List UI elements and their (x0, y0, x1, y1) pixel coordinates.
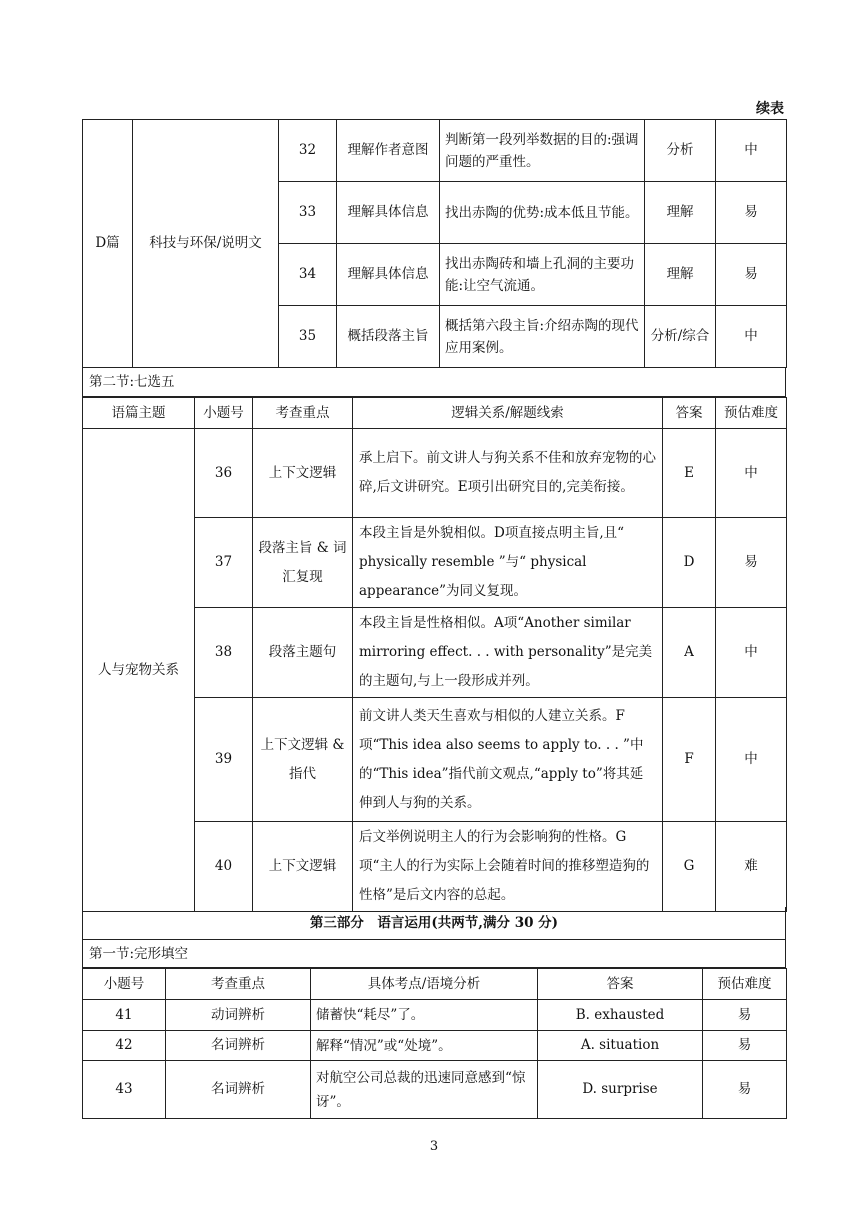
column-header: 小题号 (195, 398, 253, 429)
passage-label: D篇 (83, 120, 133, 368)
answer: G (663, 822, 716, 912)
answer: A. situation (538, 1031, 703, 1061)
table-header-row (83, 398, 787, 429)
question-focus: 理解具体信息 (337, 244, 440, 306)
question-skill: 理解 (645, 244, 716, 306)
question-difficulty: 易 (703, 1031, 787, 1061)
column-header: 语篇主题 (83, 398, 195, 429)
solution-clue: 承上启下。前文讲人与狗关系不佳和放弃宠物的心碎,后文讲研究。E项引出研究目的,完美衔接。 (353, 429, 663, 518)
question-skill: 理解 (645, 182, 716, 244)
question-number: 34 (279, 244, 337, 306)
question-difficulty: 易 (703, 1000, 787, 1031)
question-focus: 上下文逻辑 (253, 822, 353, 912)
column-header: 预估难度 (703, 969, 787, 1000)
solution-clue: 本段主旨是外貌相似。D项直接点明主旨,且“ physically resemble ”与“ physical appearance”为同义复现。 (353, 518, 663, 608)
question-number: 42 (83, 1031, 166, 1061)
context-analysis: 解释“情况”或“处境”。 (311, 1031, 538, 1061)
solution-clue: 后文举例说明主人的行为会影响狗的性格。G项“主人的行为实际上会随着时间的推移塑造狗的性格”是后文内容的总起。 (353, 822, 663, 912)
question-skill: 分析 (645, 120, 716, 182)
question-skill: 分析/综合 (645, 306, 716, 368)
table-row (83, 1000, 787, 1031)
passage-d-table (82, 119, 787, 368)
column-header: 具体考点/语境分析 (311, 969, 538, 1000)
question-number: 37 (195, 518, 253, 608)
question-difficulty: 易 (716, 518, 787, 608)
question-number: 35 (279, 306, 337, 368)
solution-clue: 前文讲人类天生喜欢与相似的人建立关系。F项“This idea also seems to apply to. . . ”中的“This idea”指代前文观点,“apply to”将其延伸到人与狗的关系。 (353, 698, 663, 822)
question-number: 41 (83, 1000, 166, 1031)
question-number: 33 (279, 182, 337, 244)
question-focus: 动词辨析 (166, 1000, 311, 1031)
question-focus: 理解具体信息 (337, 182, 440, 244)
seven-choose-five-table (82, 397, 787, 912)
question-number: 39 (195, 698, 253, 822)
context-analysis: 储蓄快“耗尽”了。 (311, 1000, 538, 1031)
question-focus: 段落主题句 (253, 608, 353, 698)
table-row (83, 429, 787, 518)
question-difficulty: 中 (716, 608, 787, 698)
solution-clue: 本段主旨是性格相似。A项“Another similar mirroring effect. . . with personality”是完美的主题句,与上一段形成并列。 (353, 608, 663, 698)
question-difficulty: 中 (716, 698, 787, 822)
question-difficulty: 易 (703, 1061, 787, 1119)
question-focus: 名词辨析 (166, 1061, 311, 1119)
question-number: 38 (195, 608, 253, 698)
answer: B. exhausted (538, 1000, 703, 1031)
answer: F (663, 698, 716, 822)
question-focus: 上下文逻辑 & 指代 (253, 698, 353, 822)
question-description: 判断第一段列举数据的目的:强调问题的严重性。 (440, 120, 645, 182)
question-difficulty: 难 (716, 822, 787, 912)
answer: D. surprise (538, 1061, 703, 1119)
continued-table-label: 续表 (756, 101, 784, 117)
table-row (83, 1061, 787, 1119)
table-row (83, 1031, 787, 1061)
section-title: 第一节:完形填空 (82, 940, 786, 968)
question-focus: 上下文逻辑 (253, 429, 353, 518)
question-number: 32 (279, 120, 337, 182)
question-focus: 段落主旨 & 词汇复现 (253, 518, 353, 608)
question-number: 40 (195, 822, 253, 912)
column-header: 考查重点 (253, 398, 353, 429)
question-description: 概括第六段主旨:介绍赤陶的现代应用案例。 (440, 306, 645, 368)
table-header-row (83, 969, 787, 1000)
question-number: 43 (83, 1061, 166, 1119)
column-header: 考查重点 (166, 969, 311, 1000)
question-focus: 理解作者意图 (337, 120, 440, 182)
part-title: 第三部分 语言运用(共两节,满分 30 分) (82, 907, 786, 940)
column-header: 答案 (663, 398, 716, 429)
question-difficulty: 中 (716, 306, 787, 368)
context-analysis: 对航空公司总裁的迅速同意感到“惊讶”。 (311, 1061, 538, 1119)
passage-topic: 科技与环保/说明文 (133, 120, 279, 368)
question-number: 36 (195, 429, 253, 518)
cloze-table (82, 968, 787, 1119)
question-description: 找出赤陶的优势:成本低且节能。 (440, 182, 645, 244)
column-header: 答案 (538, 969, 703, 1000)
question-focus: 概括段落主旨 (337, 306, 440, 368)
question-difficulty: 易 (716, 182, 787, 244)
question-difficulty: 中 (716, 120, 787, 182)
column-header: 逻辑关系/解题线索 (353, 398, 663, 429)
answer: D (663, 518, 716, 608)
column-header: 预估难度 (716, 398, 787, 429)
question-difficulty: 中 (716, 429, 787, 518)
passage-theme: 人与宠物关系 (83, 429, 195, 912)
table-row (83, 120, 787, 182)
question-focus: 名词辨析 (166, 1031, 311, 1061)
question-description: 找出赤陶砖和墙上孔洞的主要功能:让空气流通。 (440, 244, 645, 306)
section-title: 第二节:七选五 (82, 367, 786, 397)
page-number: 3 (429, 1139, 439, 1154)
answer: E (663, 429, 716, 518)
column-header: 小题号 (83, 969, 166, 1000)
answer: A (663, 608, 716, 698)
question-difficulty: 易 (716, 244, 787, 306)
